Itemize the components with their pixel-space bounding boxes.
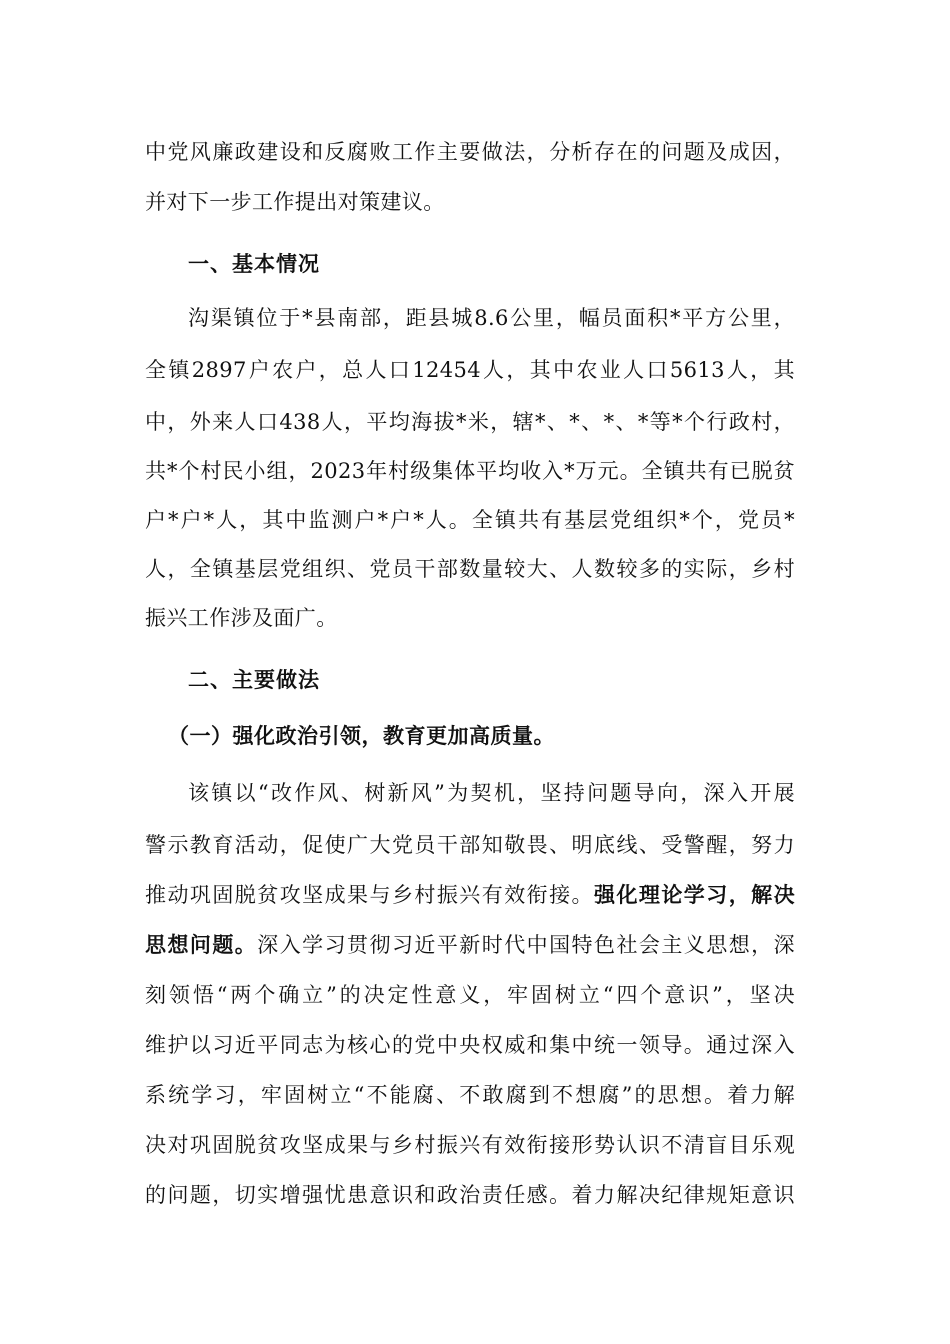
subsection-1-line-5: 刻领悟“两个确立”的决定性意义，牢固树立“四个意识”，坚决 [145, 983, 795, 1007]
intro-line-2: 并对下一步工作提出对策建议。 [145, 190, 445, 214]
line-3-plain-text: 推动巩固脱贫攻坚成果与乡村振兴有效衔接。 [145, 883, 594, 907]
subsection-1-line-6: 维护以习近平同志为核心的党中央权威和集中统一领导。通过深入 [145, 1033, 795, 1057]
subsection-1-line-4 [145, 930, 795, 960]
subsection-1-line-1: 该镇以“改作风、树新风”为契机，坚持问题导向，深入开展 [188, 781, 795, 805]
section-1-line-4: 共*个村民小组，2023年村级集体平均收入*万元。全镇共有已脱贫 [145, 459, 795, 483]
section-1-line-3: 中，外来人口438人，平均海拔*米，辖*、*、*、*等*个行政村， [145, 410, 795, 434]
line-4-plain-text: 深入学习贯彻习近平新时代中国特色社会主义思想，深 [257, 933, 795, 957]
subsection-1-heading: （一）强化政治引领，教育更加高质量。 [168, 723, 555, 748]
section-1-line-6: 人，全镇基层党组织、党员干部数量较大、人数较多的实际，乡村 [145, 557, 795, 581]
subsection-1-line-3 [145, 880, 795, 910]
section-2-heading: 二、主要做法 [188, 668, 320, 692]
line-4-bold-text: 思想问题。 [145, 932, 258, 957]
subsection-1-line-7: 系统学习，牢固树立“不能腐、不敢腐到不想腐”的思想。着力解 [145, 1083, 795, 1107]
intro-line-1: 中党风廉政建设和反腐败工作主要做法，分析存在的问题及成因， [145, 140, 795, 164]
section-1-heading: 一、基本情况 [188, 252, 320, 276]
subsection-1-line-8: 决对巩固脱贫攻坚成果与乡村振兴有效衔接形势认识不清盲目乐观 [145, 1133, 795, 1157]
section-1-line-2: 全镇2897户农户，总人口12454人，其中农业人口5613人，其 [145, 358, 795, 382]
section-1-line-5: 户*户*人，其中监测户*户*人。全镇共有基层党组织*个，党员* [145, 508, 795, 532]
section-1-line-1: 沟渠镇位于*县南部，距县城8.6公里，幅员面积*平方公里， [188, 306, 795, 330]
section-1-line-7: 振兴工作涉及面广。 [145, 606, 338, 630]
subsection-1-line-2: 警示教育活动，促使广大党员干部知敬畏、明底线、受警醒，努力 [145, 833, 795, 857]
line-3-bold-text: 强化理论学习，解决 [594, 882, 795, 907]
subsection-1-line-9: 的问题，切实增强忧患意识和政治责任感。着力解决纪律规矩意识 [145, 1183, 795, 1207]
